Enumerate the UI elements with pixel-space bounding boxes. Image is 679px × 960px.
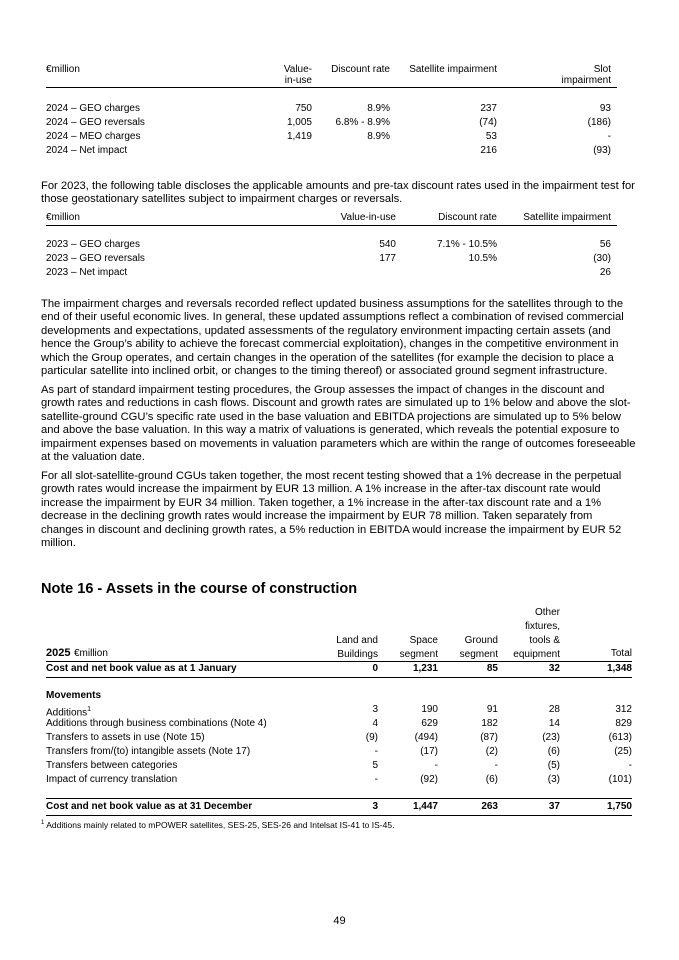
paragraph-sensitivity-results: For all slot-satellite-ground CGUs taken together, the most recent testing showed that a 1% decrease in the perpetual growth rates would increase the impairment by EUR 13 million. A 1% increase in the after-tax discount rate would increase the impairment by EUR 34 million. Taken together, a 1% increase in the after-tax discount rate and a 1% decrease in the declining growth rates would increase the impairment by EUR 78 million. Taken separately from changes in discount and declining growth rates, a 5% reduction in EBITDA would increase the impairment by EUR 52 million. [41, 470, 622, 550]
row-label-text: Additions [46, 707, 88, 719]
row-label-text: Additions through business combinations (Note 4) [46, 718, 267, 729]
table-row [46, 102, 617, 115]
cell-total: (101) [608, 774, 632, 785]
cell-value-in-use: 177 [379, 253, 396, 264]
row-label-text: Impact of currency translation [46, 774, 178, 785]
cell-discount-rate: 10.5% [468, 253, 497, 264]
note16-closing-row [46, 800, 632, 813]
table-row [46, 731, 632, 744]
cell-other: (6) [547, 746, 560, 757]
cell-land: (9) [365, 732, 378, 743]
cell-space: - [434, 760, 438, 771]
cell-satellite-impairment: (30) [593, 253, 611, 264]
cell-land: 4 [372, 718, 378, 729]
table-row [46, 759, 632, 772]
cell-satellite-impairment: 237 [480, 103, 497, 114]
cell-space: (494) [414, 732, 438, 743]
cell-land: 0 [372, 663, 378, 674]
row-label [46, 773, 177, 786]
row-label [46, 717, 267, 730]
cell-ground: (87) [480, 732, 498, 743]
cell-total: (613) [608, 732, 632, 743]
table-row [46, 745, 632, 758]
cell-satellite-impairment: 216 [480, 145, 497, 156]
note-16-title: Note 16 - Assets in the course of construction [41, 581, 358, 597]
cell-total: 1,750 [606, 801, 632, 812]
cell-ground: (6) [485, 774, 498, 785]
table-2024-unit: €million [46, 64, 80, 75]
row-label: 2023 – GEO charges [46, 239, 140, 250]
table-2024-col3-header: Satellite impairment [409, 64, 497, 75]
cell-other: 37 [548, 801, 560, 812]
cell-discount-rate: 7.1% - 10.5% [436, 239, 497, 250]
cell-other: 32 [548, 663, 560, 674]
footnote-mark: 1 [41, 820, 45, 827]
cell-space: 629 [421, 718, 438, 729]
cell-value-in-use: 540 [379, 239, 396, 250]
cell-other: 28 [548, 704, 560, 715]
cell-land: 3 [372, 801, 378, 812]
cell-other: (23) [542, 732, 560, 743]
paragraph-impairment-assumptions: The impairment charges and reversals recorded reflect updated business assumptions for the satellites through to the end of their useful economic lives. In general, these updated assumptions reflect a combination of revised commercial developments and expectations, updated assessments of the regulatory environment impacting certain assets (and hence the Group’s ability to achieve the forecast commercial exploitation), changes in the competitive environment in which the Group operates, and certain changes in the operation of the satellites (for example the decision to place a particular satellite into inclined orbit, or changes to the timing thereof) or associated ground segment infrastructure. [41, 298, 624, 378]
paragraph-testing-procedures: As part of standard impairment testing procedures, the Group assesses the impact of changes in the discount and growth rates and reductions in cash flows. Discount and growth rates are simulated up to 1% below and above the slot-satellite-ground CGU’s specific rate used in the base valuation and EBITDA projections are simulated up to 5% below and above the base valuation. In this way a matrix of valuations is generated, which reveals the potential exposure to impairment expenses based on movements in valuation parameters which are within the range of outcomes foreseeable at the valuation date. [41, 384, 636, 464]
row-label: 2023 – Net impact [46, 267, 128, 278]
table-row [46, 130, 617, 143]
cell-land: - [374, 774, 378, 785]
cell-space: 1,231 [412, 663, 438, 674]
cell-ground: 85 [486, 663, 498, 674]
table-row [46, 773, 632, 786]
row-label [46, 745, 250, 758]
row-label: 2024 – Net impact [46, 145, 128, 156]
cell-other: 14 [548, 718, 560, 729]
cell-satellite-impairment: 56 [599, 239, 611, 250]
cell-value-in-use: 1,005 [286, 117, 312, 128]
row-label-text: Transfers between categories [46, 760, 178, 771]
footnote-text: Additions mainly related to mPOWER satellites, SES-25, SES-26 and Intelsat IS-41 to IS-45. [46, 820, 395, 830]
table-row [46, 144, 617, 157]
note16-movements-heading: Movements [46, 690, 102, 701]
cell-satellite-impairment: (74) [479, 117, 497, 128]
cell-space: 190 [421, 704, 438, 715]
row-label: 2024 – GEO reversals [46, 117, 145, 128]
row-label-text: Transfers to assets in use (Note 15) [46, 732, 205, 743]
footnote [41, 820, 394, 830]
note16-col5-header: Total [610, 648, 632, 659]
note16-closing-rule-bottom [46, 815, 632, 816]
note16-col1-header: Land and Buildings [336, 635, 378, 660]
note16-year: 2025 [46, 647, 71, 659]
table-2023-col1-header: Value-in-use [340, 212, 396, 223]
note16-closing-rule-top [46, 798, 632, 799]
cell-other: (5) [547, 760, 560, 771]
cell-total: 312 [615, 704, 632, 715]
cell-total: (25) [614, 746, 632, 757]
table-2024-col1-header: Value- in-use [283, 64, 312, 86]
cell-satellite-impairment: 26 [599, 267, 611, 278]
note16-col4-header: Other fixtures, tools & equipment [513, 607, 560, 660]
intro-2023-paragraph: For 2023, the following table discloses the applicable amounts and pre-tax discount rates used in the impairment test for those geostationary satellites subject to impairment charges or reversals. [41, 180, 635, 206]
note16-col3-header: Ground segment [459, 635, 498, 660]
table-2023-col2-header: Discount rate [438, 212, 497, 223]
cell-discount-rate: 6.8% - 8.9% [335, 117, 390, 128]
cell-space: 1,447 [412, 801, 438, 812]
cell-ground: 263 [481, 801, 498, 812]
cell-slot-impairment: 93 [599, 103, 611, 114]
row-label [46, 731, 205, 744]
page-number: 49 [333, 915, 346, 927]
table-2024-col4-header: Slot impairment [561, 64, 611, 86]
table-row [46, 116, 617, 129]
cell-land: - [374, 746, 378, 757]
table-row [46, 717, 632, 730]
cell-ground: - [494, 760, 498, 771]
cell-slot-impairment: (93) [593, 145, 611, 156]
row-label: Cost and net book value as at 31 December [46, 801, 253, 812]
note16-unit: €million [74, 648, 108, 659]
table-row [46, 238, 617, 251]
cell-land: 3 [372, 704, 378, 715]
table-2024-header-rule [46, 87, 617, 88]
table-row [46, 252, 617, 265]
footnote-ref: 1 [87, 706, 92, 713]
cell-ground: (2) [485, 746, 498, 757]
row-label: 2024 – MEO charges [46, 131, 141, 142]
cell-ground: 91 [486, 704, 498, 715]
table-2023-header-rule [46, 225, 617, 226]
cell-other: (3) [547, 774, 560, 785]
table-2023-col3-header: Satellite impairment [523, 212, 611, 223]
note16-opening-rule [46, 677, 632, 678]
note16-col2-header: Space segment [399, 635, 438, 660]
cell-total: 829 [615, 718, 632, 729]
cell-slot-impairment: - [607, 131, 611, 142]
cell-land: 5 [372, 760, 378, 771]
row-label-text: Transfers from/(to) intangible assets (Note 17) [46, 746, 251, 757]
cell-total: 1,348 [606, 663, 632, 674]
row-label [46, 759, 177, 772]
cell-total: - [628, 760, 632, 771]
table-row [46, 266, 617, 279]
cell-value-in-use: 750 [295, 103, 312, 114]
cell-slot-impairment: (186) [587, 117, 611, 128]
cell-space: (92) [420, 774, 438, 785]
note16-opening-row [46, 662, 632, 675]
row-label: Cost and net book value as at 1 January [46, 663, 237, 674]
cell-discount-rate: 8.9% [367, 131, 390, 142]
cell-value-in-use: 1,419 [286, 131, 312, 142]
cell-ground: 182 [481, 718, 498, 729]
table-2023-unit: €million [46, 212, 80, 223]
row-label: 2024 – GEO charges [46, 103, 140, 114]
table-2024-col2-header: Discount rate [331, 64, 390, 75]
cell-discount-rate: 8.9% [367, 103, 390, 114]
cell-satellite-impairment: 53 [485, 131, 497, 142]
row-label: 2023 – GEO reversals [46, 253, 145, 264]
cell-space: (17) [420, 746, 438, 757]
table-row [46, 703, 632, 719]
